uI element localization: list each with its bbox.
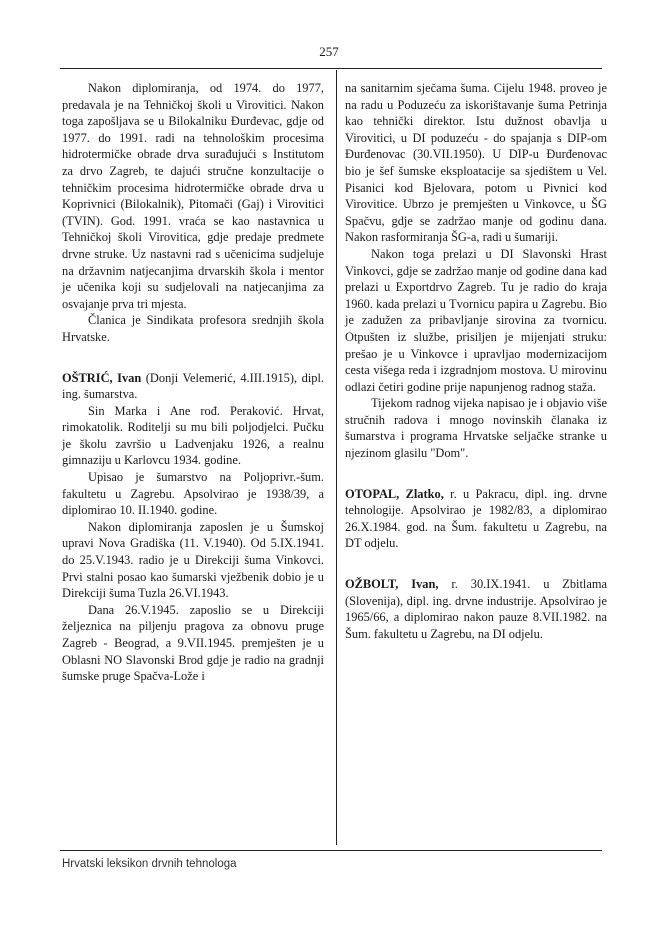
footer-rule (60, 850, 602, 851)
entry-lead (62, 370, 324, 403)
right-column (345, 80, 607, 642)
header-rule (60, 68, 602, 69)
entry-lead (345, 486, 607, 552)
entry-paragraph: Dana 26.V.1945. zaposlio se u Direkciji željeznica na piljenju pragova za obnovu pruge Zagreb - Beograd, a 9.VII.1945. premješten je u Oblasni NO Slavonski Brod gdje je radio na gradnji šumske pruge Spačva-Lože i (62, 602, 324, 684)
entry-ostric (62, 370, 324, 685)
entry-otopal (345, 486, 607, 552)
footer-title: Hrvatski leksikon drvnih tehnologa (62, 858, 237, 870)
entry-lead-text: (Donji Velemerić, 4.III.1915), dipl. ing. šumarstva. (62, 370, 325, 402)
entry-lead-text: r. u Pakracu, dipl. ing. drvne tehnologije. Apsolvirao je 1982/83, a diplomirao 26.X.1984. god. na Šum. fakultetu u Zagrebu, na DT odjelu. (345, 486, 607, 551)
entry-name: OŠTRIĆ, Ivan (62, 370, 142, 385)
entry-paragraph: Nakon diplomiranja zaposlen je u Šumskoj upravi Nova Gradiška (11. V.1940). Od 5.IX.1941. do 25.V.1943. radio je u Direkciji šuma Vinkovci. Prvi stalni posao kao šumarski vježbenik dobio je u Direkciji šuma Tuzla 26.VI.1943. (62, 519, 324, 601)
continuation-paragraph: na sanitarnim sječama šuma. Cijelu 1948. proveo je na radu u Poduzeću za iskorištavanje šuma Petrinja kao tehnički direktor. Istu dužnost obavlja u Virovitici, u DI poduzeću - do spajanja s DIP-om Đurđenovac (30.VII.1950). U DIP-u Đurđenovac bio je šef šumske eksploatacije sa sjedištem u Vel. Pisanici kod Bjelovara, potom u Pivnici kod Virovitice. Ubrzo je premješten u Vinkovce, u ŠG Spačvu, gdje se zadržao manje od godinu dana. Nakon rasformiranja ŠG-a, radi u šumariji. (345, 81, 607, 245)
entry-lead (345, 576, 607, 642)
entry-paragraph: Upisao je šumarstvo na Poljoprivr.-šum. fakultetu u Zagrebu. Apsolvirao je 1938/39, a diplomirao 10. II.1940. godine. (62, 470, 324, 518)
continuation-paragraph: Nakon toga prelazi u DI Slavonski Hrast Vinkovci, gdje se zadržao manje od godine dana kad prelazi u Exportdrvo Zagreb. Tu je radio do kraja 1960. kada prelazi u Tvornicu papira u Zagrebu. Bio je zadužen za pribavljanje sirovina za tvornicu. Otpušten iz službe, prisiljen je mijenjati struku: prešao je u Vinkovce i upravljao modernizacijom cesta višega reda i izgradnjom mostova. U mirovinu odlazi četiri godine prije napunjenog radnog staža. (345, 246, 607, 394)
entry-ozbolt (345, 576, 607, 642)
continuation-paragraph: Tijekom radnog vijeka napisao je i objavio više stručnih radova i mnogo novinskih članaka iz šumarstva i programa Hrvatske seljačke stranke u njezinom glasilu "Dom". (345, 396, 607, 461)
intro-paragraph: Članica je Sindikata profesora srednjih škola Hrvatske. (62, 313, 324, 344)
column-divider (336, 70, 337, 845)
page-number: 257 (319, 44, 339, 59)
left-column (62, 80, 324, 685)
entry-name: OTOPAL, Zlatko, (345, 486, 444, 501)
entry-paragraph: Sin Marka i Ane rođ. Peraković. Hrvat, rimokatolik. Roditelji su mu bili poljodjelci. Pučku je školu završio u Ladvenjaku 1926, a realnu gimnaziju u Karlovcu 1934. godine. (62, 403, 324, 468)
entry-lead-text: r. 30.IX.1941. u Zbitlama (Slovenija), dipl. ing. drvne industrije. Apsolvirao je 1965/66, a diplomirao nakon pauze 8.VII.1982. na Šum. fakultetu u Zagrebu, na DI odjelu. (345, 577, 607, 641)
entry-name: OŽBOLT, Ivan, (345, 577, 439, 592)
intro-paragraph: Nakon diplomiranja, od 1974. do 1977, predavala je na Tehničkoj školi u Virovitici. Nakon toga zapošljava se u Bilokalniku Đurđevac, gdje od 1977. do 1991. radi na tehnološkim procesima hidrotermičke obrade drva surađujući s Institutom za drvo Zagreb, te dajući stručne konzultacije o tehničkim procesima hidrotermičke obrade drva u Koprivnici (Bilokalnik), Pitomači (Gaj) i Virovitici (TVIN). God. 1991. vraća se kao nastavnica u Tehničkoj školi Virovitica, gdje predaje predmete drvne struke. Uz nastavni rad s učenicima sudjeluje na državnim natjecanjima drvarskih škola i mentor je učenika koji su sudjelovali na natjecanjima za osvajanje prva tri mjesta. (62, 81, 324, 311)
